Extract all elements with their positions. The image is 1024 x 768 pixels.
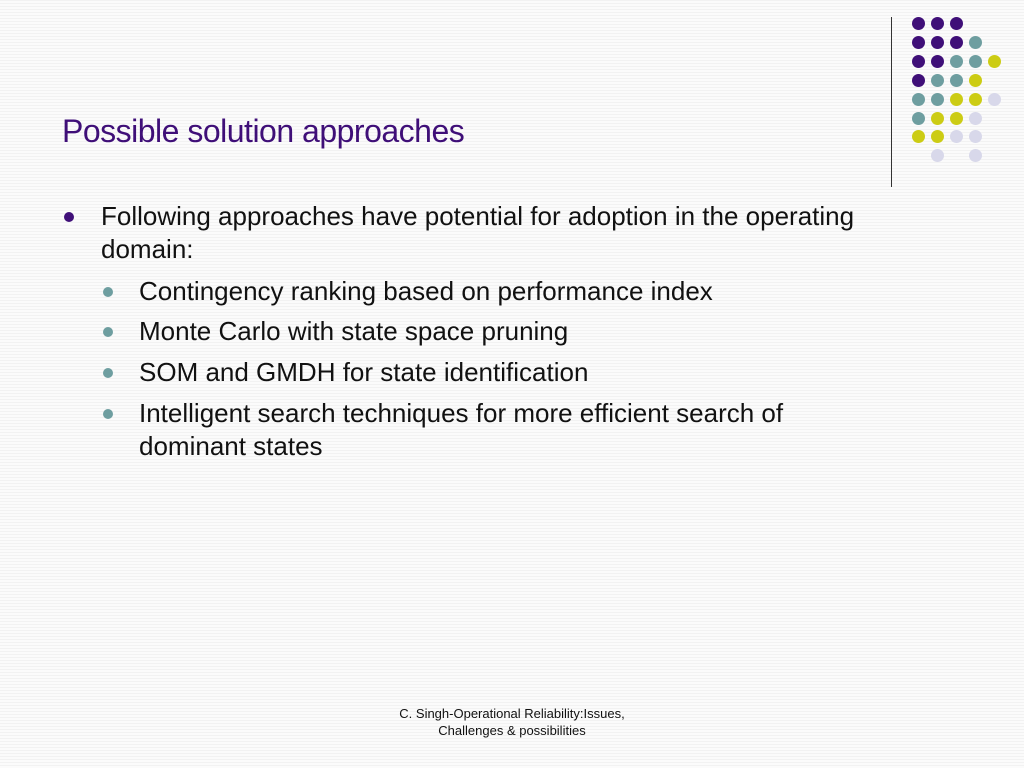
decorative-dot [950,93,963,106]
bullet-marker [64,212,74,222]
decorative-dot [950,130,963,143]
decorative-dot [912,74,925,87]
decorative-dot [931,149,944,162]
decorative-dot [912,112,925,125]
decorative-dot [931,130,944,143]
decorative-dot [969,149,982,162]
decorative-dot [969,112,982,125]
decorative-dot [969,74,982,87]
sub-bullet-item: Contingency ranking based on performance index [139,276,713,306]
decorative-dot [912,93,925,106]
decorative-dot [912,55,925,68]
decorative-dot [912,36,925,49]
decorative-dot [931,112,944,125]
decorative-dot [969,130,982,143]
decorative-dot [988,55,1001,68]
decorative-dot [931,74,944,87]
decorative-dot [912,17,925,30]
sub-bullet-item: Monte Carlo with state space pruning [139,316,569,346]
bullet-item: Following approaches have potential for adoption in the operating domain: [101,201,855,264]
decorative-dot [969,55,982,68]
decorative-dot [931,93,944,106]
footer-line: C. Singh-Operational Reliability:Issues, [399,706,625,721]
sub-bullet-marker [103,327,113,337]
decorative-dot-grid [0,0,1024,200]
decorative-dot [950,55,963,68]
decorative-dot [969,93,982,106]
decorative-dot [988,93,1001,106]
decorative-dot [931,17,944,30]
slide-title: Possible solution approaches [62,113,465,149]
sub-bullet-item: SOM and GMDH for state identification [139,357,589,387]
decorative-dot [912,130,925,143]
slide-footer [362,705,662,739]
sub-bullet-marker [103,368,113,378]
decorative-dot [931,36,944,49]
decorative-dot [950,74,963,87]
sub-bullet-marker [103,287,113,297]
decorative-dot [931,55,944,68]
decorative-dot [950,112,963,125]
sub-bullet-marker [103,409,113,419]
sub-bullet-item: Intelligent search techniques for more efficient search of dominant states [139,398,784,461]
decorative-dot [950,36,963,49]
footer-line: Challenges & possibilities [438,723,586,738]
decorative-dot [969,36,982,49]
decorative-dot [950,17,963,30]
